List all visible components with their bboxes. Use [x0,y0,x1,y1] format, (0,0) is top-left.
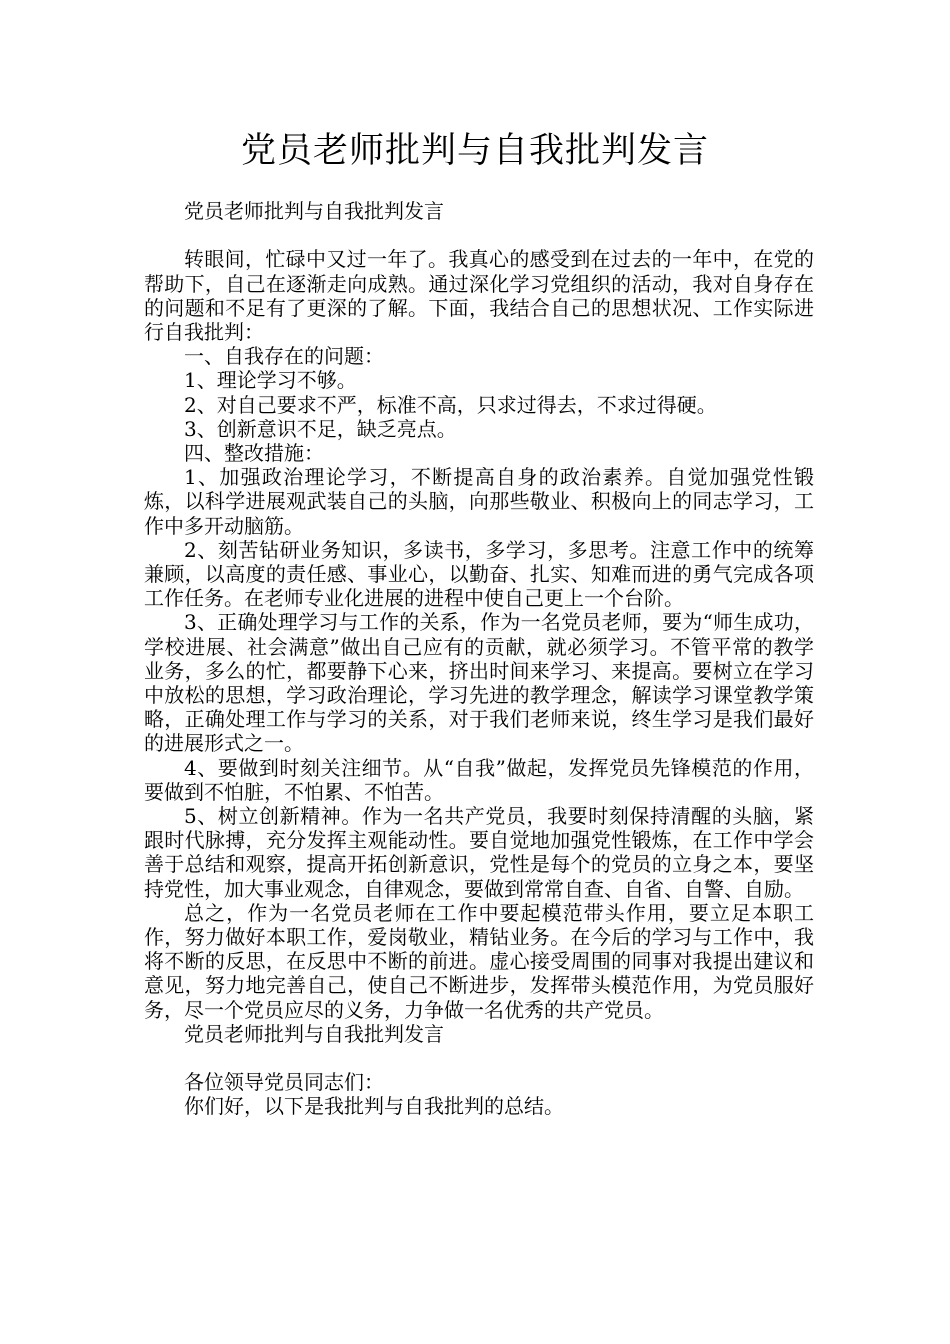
paragraph-subtitle-repeat: 党员老师批判与自我批判发言 [184,1021,444,1046]
heading-problems: 一、自我存在的问题： [184,344,384,369]
paragraph-subtitle: 党员老师批判与自我批判发言 [184,199,444,223]
page-title: 党员老师批判与自我批判发言 [240,131,709,171]
blank-line [144,1046,814,1070]
paragraph-greeting: 你们好，以下是我批判与自我批判的总结。 [184,1094,564,1119]
paragraph-intro: 转眼间，忙碌中又过一年了。我真心的感受到在过去的一年中，在党的帮助下，自己在逐渐走向成熟。通过深化学习党组织的活动，我对自身存在的问题和不足有了更深的了解。下面，我结合自己的思想状况、工作实际进行自我批判： [144,247,814,344]
blank-line [144,223,814,247]
document-body [144,199,814,1119]
list-item: 2、刻苦钻研业务知识，多读书，多学习，多思考。注意工作中的统筹兼顾，以高度的责任感、事业心，以勤奋、扎实、知难而进的勇气完成各项工作任务。在老师专业化进展的进程中使自己更上一个台阶。 [144,537,814,611]
list-item: 5、树立创新精神。作为一名共产党员，我要时刻保持清醒的头脑，紧跟时代脉搏，充分发挥主观能动性。要自觉地加强党性锻炼，在工作中学会善于总结和观察，提高开拓创新意识，党性是每个的党员的立身之本，要坚持党性，加大事业观念，自律观念，要做到常常自查、自省、自警、自励。 [144,804,814,901]
paragraph-salutation: 各位领导党员同志们： [184,1070,384,1095]
list-item: 4、要做到时刻关注细节。从“自我”做起，发挥党员先锋模范的作用，要做到不怕脏，不怕累、不怕苦。 [144,755,814,804]
list-item: 1、理论学习不够。 [184,368,357,393]
heading-measures: 四、整改措施： [184,441,324,466]
list-item: 1、加强政治理论学习，不断提高自身的政治素养。自觉加强党性锻炼，以科学进展观武装自己的头脑，向那些敬业、积极向上的同志学习，工作中多开动脑筋。 [144,465,814,538]
paragraph-conclusion: 总之，作为一名党员老师在工作中要起模范带头作用，要立足本职工作，努力做好本职工作，爱岗敬业，精钻业务。在今后的学习与工作中，我将不断的反思，在反思中不断的前进。虚心接受周围的同事对我提出建议和意见，努力地完善自己，使自己不断进步，发挥带头模范作用，为党员服好务，尽一个党员应尽的义务，力争做一名优秀的共产党员。 [144,900,814,1022]
list-item: 3、正确处理学习与工作的关系，作为一名党员老师，要为“师生成功，学校进展、社会满意”做出自己应有的贡献，就必须学习。不管平常的教学业务，多么的忙，都要静下心来，挤出时间来学习、来提高。要树立在学习中放松的思想，学习政治理论，学习先进的教学理念，解读学习课堂教学策略，正确处理工作与学习的关系，对于我们老师来说，终生学习是我们最好的进展形式之一。 [144,610,814,756]
list-item: 3、创新意识不足，缺乏亮点。 [184,416,457,441]
list-item: 2、对自己要求不严，标准不高，只求过得去，不求过得硬。 [184,392,717,417]
